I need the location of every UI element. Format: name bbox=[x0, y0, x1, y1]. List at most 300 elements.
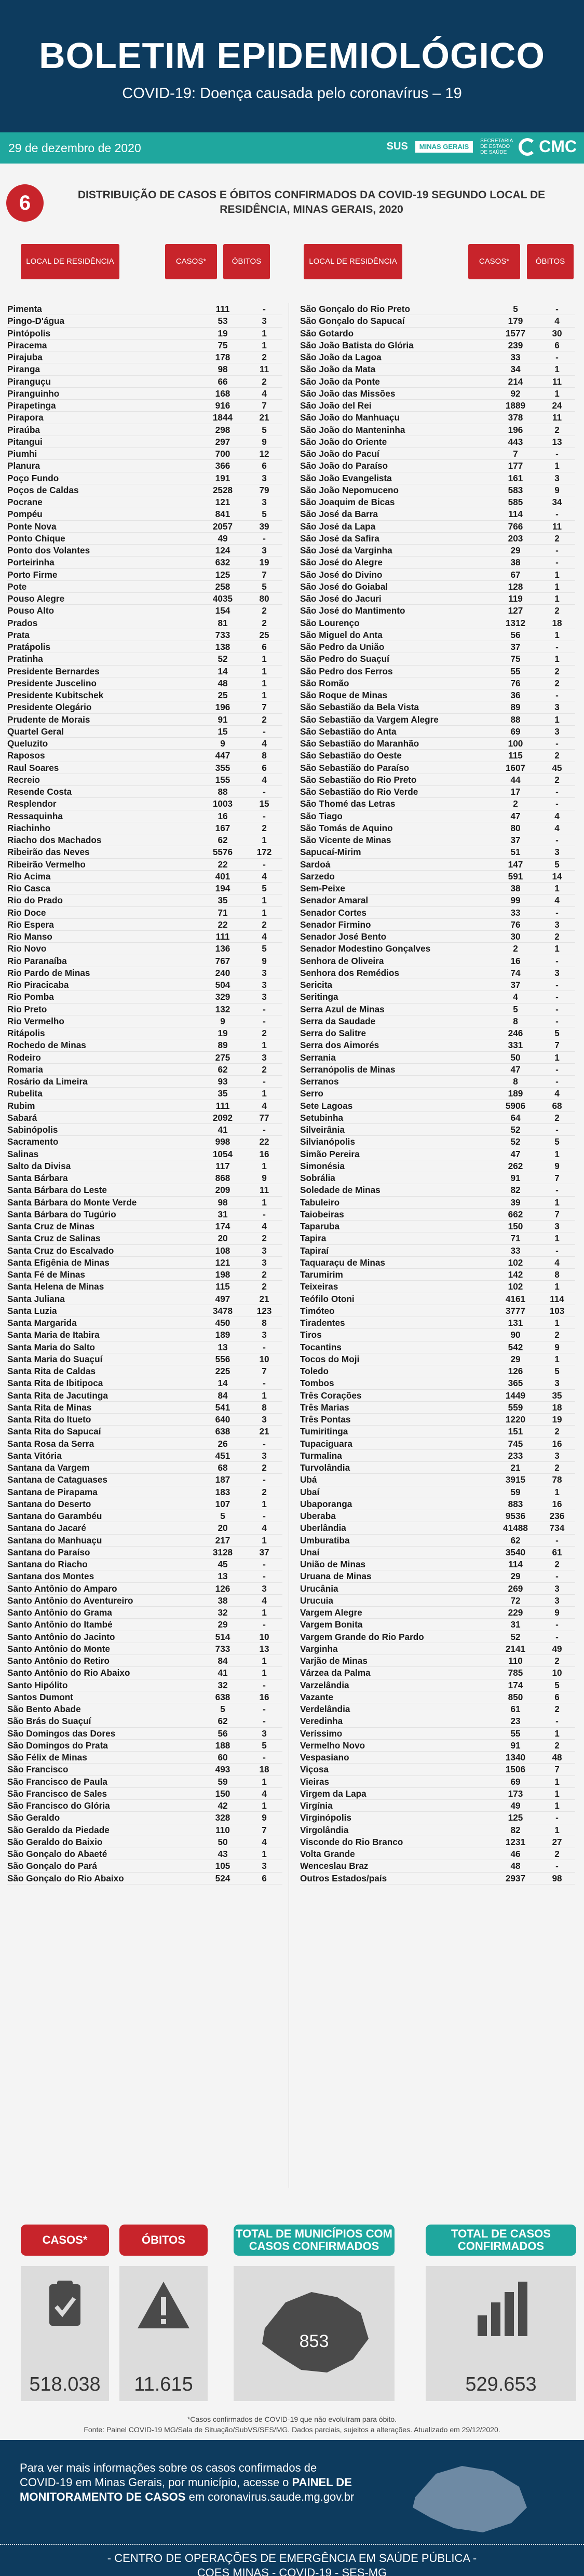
table-row bbox=[300, 1643, 575, 1655]
table-row bbox=[300, 376, 575, 388]
deaths-value: - bbox=[555, 1535, 559, 1545]
deaths-value: 3 bbox=[262, 1414, 267, 1425]
table-row bbox=[300, 1015, 575, 1027]
deaths-value: - bbox=[555, 1631, 559, 1642]
footnote bbox=[0, 2414, 584, 2435]
deaths-value: 3 bbox=[262, 472, 267, 483]
cases-value: 4035 bbox=[212, 593, 233, 604]
table-row bbox=[7, 1691, 282, 1703]
cases-value: 38 bbox=[510, 557, 521, 568]
deaths-value: 1 bbox=[554, 1728, 560, 1739]
table-row bbox=[300, 1377, 575, 1389]
cases-value: 174 bbox=[508, 1679, 523, 1690]
municipality-name: Piranguinho bbox=[7, 388, 60, 399]
cases-value: 785 bbox=[508, 1667, 523, 1678]
deaths-value: - bbox=[555, 509, 559, 520]
cases-value: 2057 bbox=[212, 521, 233, 532]
deaths-value: 5 bbox=[262, 424, 267, 435]
table-row bbox=[7, 1438, 282, 1450]
deaths-value: 1 bbox=[554, 460, 560, 471]
table-row bbox=[300, 1390, 575, 1402]
table-row bbox=[300, 1088, 575, 1100]
cases-value: 76 bbox=[510, 919, 521, 930]
table-row bbox=[7, 822, 282, 834]
municipality-name: Santa Juliana bbox=[7, 1293, 65, 1304]
table-row bbox=[7, 738, 282, 750]
table-row bbox=[300, 1172, 575, 1184]
table-row bbox=[7, 1245, 282, 1257]
cases-value: 447 bbox=[215, 750, 230, 761]
deaths-value: - bbox=[555, 835, 559, 845]
cases-value: 7 bbox=[513, 449, 518, 459]
table-row bbox=[300, 955, 575, 967]
cases-value: 31 bbox=[510, 1619, 521, 1630]
table-row bbox=[7, 569, 282, 581]
deaths-value: 11 bbox=[259, 1185, 269, 1196]
municipios-value: 853 bbox=[299, 2331, 329, 2351]
deaths-value: - bbox=[555, 1619, 559, 1630]
deaths-value: 1 bbox=[554, 654, 560, 665]
table-row bbox=[300, 496, 575, 508]
deaths-value: 5 bbox=[262, 943, 267, 954]
municipality-name: Santana do Jacaré bbox=[7, 1523, 86, 1534]
table-row bbox=[300, 714, 575, 726]
cases-value: 150 bbox=[215, 1788, 230, 1799]
cases-value: 52 bbox=[510, 1631, 521, 1642]
table-row bbox=[300, 1341, 575, 1353]
municipality-name: Sem-Peixe bbox=[300, 883, 345, 893]
table-row bbox=[7, 1088, 282, 1100]
municipality-name: Virgínia bbox=[300, 1800, 333, 1811]
cases-value: 71 bbox=[510, 1233, 521, 1244]
deaths-value: 1 bbox=[554, 1776, 560, 1787]
cases-value: 229 bbox=[508, 1607, 523, 1618]
deaths-value: - bbox=[263, 1704, 266, 1714]
footer-url[interactable]: em coronavirus.saude.mg.gov.br bbox=[188, 2490, 355, 2503]
municipios-card bbox=[234, 2266, 395, 2401]
page-subtitle: COVID-19: Doença causada pelo coronavírus – 19 bbox=[122, 85, 462, 102]
deaths-value: 3 bbox=[262, 1052, 267, 1063]
cases-value: 62 bbox=[510, 1535, 521, 1545]
municipality-name: Santana do Deserto bbox=[7, 1498, 91, 1509]
cases-value: 401 bbox=[215, 871, 230, 882]
cases-value: 1577 bbox=[505, 328, 526, 338]
cases-value: 32 bbox=[218, 1607, 228, 1618]
municipality-name: Riachinho bbox=[7, 822, 51, 833]
municipality-name: Simão Pereira bbox=[300, 1148, 360, 1159]
municipality-name: Raul Soares bbox=[7, 762, 59, 773]
cases-value: 22 bbox=[218, 919, 228, 930]
table-row bbox=[300, 762, 575, 774]
municipality-name: São Francisco do Glória bbox=[7, 1800, 110, 1811]
municipality-name: Tapira bbox=[300, 1233, 327, 1244]
municipality-name: Tapiraí bbox=[300, 1245, 329, 1256]
table-row bbox=[300, 1353, 575, 1365]
table-row bbox=[300, 484, 575, 496]
municipality-name: São Bento Abade bbox=[7, 1704, 81, 1714]
cases-value: 189 bbox=[508, 1088, 523, 1099]
municipality-name: Santa Cruz do Escalvado bbox=[7, 1245, 114, 1256]
table-row bbox=[300, 1812, 575, 1824]
deaths-value: - bbox=[555, 955, 559, 966]
cases-value: 29 bbox=[510, 545, 521, 555]
cases-value: 114 bbox=[508, 1559, 523, 1569]
municipality-name: São José da Safira bbox=[300, 533, 379, 544]
municipality-name: Sabinópolis bbox=[7, 1124, 58, 1135]
table-row bbox=[300, 1462, 575, 1474]
cases-value: 556 bbox=[215, 1353, 230, 1364]
cases-value: 542 bbox=[508, 1341, 523, 1352]
cases-value: 52 bbox=[510, 1124, 521, 1135]
deaths-value: 1 bbox=[554, 943, 560, 954]
cases-value: 55 bbox=[510, 666, 521, 676]
municipality-name: Urucânia bbox=[300, 1583, 338, 1594]
table-row bbox=[300, 363, 575, 375]
cases-value: 3478 bbox=[212, 1305, 233, 1316]
cases-value: 48 bbox=[510, 1861, 521, 1872]
deaths-value: 123 bbox=[256, 1305, 272, 1316]
municipality-name: Ponte Nova bbox=[7, 521, 57, 532]
deaths-value: 2 bbox=[554, 931, 560, 942]
municipality-name: Senador José Bento bbox=[300, 931, 387, 942]
table-row bbox=[7, 943, 282, 955]
municipality-name: Santa Rita do Sapucaí bbox=[7, 1426, 101, 1437]
deaths-value: - bbox=[555, 980, 559, 990]
table-row bbox=[300, 786, 575, 798]
deaths-value: 2 bbox=[262, 1486, 267, 1497]
municipality-name: Prados bbox=[7, 617, 38, 628]
deaths-value: 1 bbox=[262, 1160, 267, 1171]
municipality-name: Várzea da Palma bbox=[300, 1667, 371, 1678]
municipality-name: Serro bbox=[300, 1088, 323, 1099]
deaths-value: 10 bbox=[259, 1631, 269, 1642]
municipality-name: Taparuba bbox=[300, 1221, 340, 1231]
deaths-value: 1 bbox=[262, 1607, 267, 1618]
deaths-value: - bbox=[263, 1015, 266, 1026]
cases-value: 189 bbox=[215, 1330, 230, 1340]
deaths-value: 5 bbox=[554, 1366, 560, 1376]
table-row bbox=[300, 1184, 575, 1196]
cases-value: 62 bbox=[218, 1716, 228, 1727]
table-row bbox=[7, 1112, 282, 1124]
municipality-name: São Pedro do Suaçuí bbox=[300, 654, 389, 665]
table-row bbox=[7, 1486, 282, 1498]
obitos-card bbox=[119, 2266, 208, 2401]
deaths-value: 2 bbox=[554, 774, 560, 785]
deaths-value: - bbox=[263, 1474, 266, 1485]
municipality-name: São José do Alegre bbox=[300, 557, 383, 568]
municipality-name: Santa Rita de Jacutinga bbox=[7, 1390, 108, 1401]
municipality-name: Santa Maria do Suaçuí bbox=[7, 1353, 103, 1364]
municipality-name: São Sebastião do Oeste bbox=[300, 750, 402, 761]
municipality-name: Prudente de Morais bbox=[7, 714, 90, 725]
table-row bbox=[7, 315, 282, 327]
deaths-value: - bbox=[555, 798, 559, 809]
cases-value: 3777 bbox=[505, 1305, 526, 1316]
municipality-name: Rio Espera bbox=[7, 919, 54, 930]
deaths-value: 48 bbox=[552, 1752, 562, 1762]
municipality-name: Viçosa bbox=[300, 1764, 329, 1775]
cases-value: 850 bbox=[508, 1691, 523, 1702]
municipios-label: TOTAL DE MUNICÍPIOS COM CASOS CONFIRMADOS bbox=[234, 2225, 395, 2256]
municipality-name: São Sebastião do Rio Verde bbox=[300, 787, 418, 797]
cases-value: 47 bbox=[510, 810, 521, 821]
municipality-name: São João do Manteninha bbox=[300, 424, 405, 435]
deaths-value: 7 bbox=[262, 702, 267, 713]
municipality-name: Santa Bárbara bbox=[7, 1173, 68, 1183]
municipality-name: São Francisco de Paula bbox=[7, 1776, 107, 1787]
municipality-name: Veredinha bbox=[300, 1716, 343, 1727]
cases-value: 168 bbox=[215, 388, 230, 399]
right-col-obitos-header: ÓBITOS bbox=[527, 244, 574, 279]
table-row bbox=[7, 714, 282, 726]
deaths-value: 4 bbox=[262, 1836, 267, 1847]
deaths-value: 15 bbox=[259, 798, 269, 809]
municipality-name: Poço Fundo bbox=[7, 472, 59, 483]
deaths-value: - bbox=[263, 726, 266, 737]
municipality-name: Umburatiba bbox=[300, 1535, 350, 1545]
deaths-value: 4 bbox=[262, 1100, 267, 1111]
cases-value: 92 bbox=[510, 388, 521, 399]
casos-card bbox=[21, 2266, 109, 2401]
table-row bbox=[7, 424, 282, 436]
cases-value: 108 bbox=[215, 1245, 230, 1256]
deaths-value: 1 bbox=[554, 1318, 560, 1328]
municipality-name: Santa Rosa da Serra bbox=[7, 1438, 94, 1449]
deaths-value: 4 bbox=[262, 1221, 267, 1231]
cases-value: 2092 bbox=[212, 1112, 233, 1123]
municipality-name: Piumhi bbox=[7, 449, 37, 459]
cases-value: 110 bbox=[215, 1824, 230, 1835]
warning-icon bbox=[119, 2266, 208, 2360]
municipality-name: Pirapetinga bbox=[7, 400, 56, 411]
cases-value: 131 bbox=[508, 1318, 523, 1328]
municipality-name: São José do Mantimento bbox=[300, 605, 405, 616]
deaths-value: 6 bbox=[262, 642, 267, 652]
cases-value: 89 bbox=[510, 702, 521, 713]
table-row bbox=[7, 1655, 282, 1667]
table-row bbox=[300, 1619, 575, 1631]
municipality-name: Piracema bbox=[7, 340, 47, 350]
table-row bbox=[300, 581, 575, 593]
municipality-name: São José da Lapa bbox=[300, 521, 376, 532]
deaths-value: 1 bbox=[262, 328, 267, 338]
cases-value: 662 bbox=[508, 1209, 523, 1219]
cases-value: 91 bbox=[510, 1740, 521, 1751]
municipality-name: Senador Modestino Gonçalves bbox=[300, 943, 431, 954]
sus-logo: SUS bbox=[386, 141, 408, 152]
cases-value: 8 bbox=[513, 1076, 518, 1087]
cases-value: 2 bbox=[513, 798, 518, 809]
municipality-name: São Sebastião da Bela Vista bbox=[300, 702, 419, 713]
deaths-value: 1 bbox=[554, 1148, 560, 1159]
municipality-name: Santa Cruz de Minas bbox=[7, 1221, 95, 1231]
deaths-value: 11 bbox=[552, 521, 562, 532]
section-number-badge: 6 bbox=[6, 184, 44, 222]
deaths-value: - bbox=[555, 1124, 559, 1135]
cases-value: 75 bbox=[510, 654, 521, 665]
municipality-name: São Sebastião do Paraíso bbox=[300, 762, 410, 773]
municipality-name: São Sebastião do Maranhão bbox=[300, 738, 419, 749]
report-date: 29 de dezembro de 2020 bbox=[8, 141, 141, 155]
deaths-value: 4 bbox=[262, 1595, 267, 1606]
cases-value: 98 bbox=[218, 364, 228, 375]
cases-value: 41488 bbox=[503, 1523, 528, 1534]
deaths-value: 2 bbox=[554, 424, 560, 435]
deaths-value: 3 bbox=[554, 967, 560, 978]
municipality-name: Rio Acima bbox=[7, 871, 51, 882]
deaths-value: 18 bbox=[259, 1764, 269, 1775]
deaths-value: 3 bbox=[554, 1221, 560, 1231]
cases-value: 37 bbox=[510, 642, 521, 652]
table-row bbox=[7, 1462, 282, 1474]
deaths-value: - bbox=[555, 787, 559, 797]
deaths-value: 2 bbox=[554, 605, 560, 616]
deaths-value: 1 bbox=[262, 1656, 267, 1666]
deaths-value: - bbox=[555, 545, 559, 555]
deaths-value: 3 bbox=[262, 1728, 267, 1739]
cases-value: 111 bbox=[215, 304, 230, 314]
deaths-value: 1 bbox=[554, 569, 560, 580]
cases-value: 161 bbox=[508, 472, 523, 483]
deaths-value: 7 bbox=[262, 1824, 267, 1835]
deaths-value: 3 bbox=[262, 545, 267, 555]
cases-value: 378 bbox=[508, 412, 523, 423]
cases-value: 355 bbox=[215, 762, 230, 773]
deaths-value: - bbox=[555, 907, 559, 918]
table-row bbox=[7, 533, 282, 545]
municipality-name: São João Nepomuceno bbox=[300, 484, 399, 495]
deaths-value: 2 bbox=[554, 1559, 560, 1569]
table-row bbox=[300, 738, 575, 750]
municipality-name: Santana do Riacho bbox=[7, 1559, 88, 1569]
deaths-value: 35 bbox=[552, 1390, 562, 1401]
deaths-value: - bbox=[263, 1716, 266, 1727]
cases-value: 60 bbox=[218, 1752, 228, 1762]
table-row bbox=[300, 1136, 575, 1148]
table-row bbox=[300, 1547, 575, 1558]
municipality-name: Salinas bbox=[7, 1148, 39, 1159]
minas-gerais-map-icon bbox=[234, 2266, 395, 2396]
cases-value: 59 bbox=[218, 1776, 228, 1787]
cases-value: 34 bbox=[510, 364, 521, 375]
table-row bbox=[300, 557, 575, 568]
municipality-name: Volta Grande bbox=[300, 1849, 355, 1859]
municipality-name: São José da Varginha bbox=[300, 545, 392, 555]
table-row bbox=[7, 1679, 282, 1691]
municipality-name: Virgem da Lapa bbox=[300, 1788, 366, 1799]
cases-value: 114 bbox=[508, 509, 523, 520]
table-row bbox=[300, 1245, 575, 1257]
cases-value: 46 bbox=[510, 1849, 521, 1859]
table-row bbox=[300, 545, 575, 557]
municipality-name: Rio do Prado bbox=[7, 895, 63, 906]
minas-gerais-map-icon bbox=[395, 2450, 550, 2539]
cases-value: 110 bbox=[508, 1656, 523, 1666]
cases-value: 331 bbox=[508, 1040, 523, 1051]
municipality-name: Pratinha bbox=[7, 654, 43, 665]
deaths-value: 2 bbox=[554, 677, 560, 688]
table-row bbox=[300, 967, 575, 979]
cases-value: 3128 bbox=[212, 1547, 233, 1557]
table-row bbox=[7, 1535, 282, 1547]
municipality-name: Santo Antônio do Retiro bbox=[7, 1656, 110, 1666]
municipality-name: Rio Pomba bbox=[7, 992, 54, 1002]
municipality-name: São Gonçalo do Rio Preto bbox=[300, 304, 410, 314]
cases-value: 196 bbox=[508, 424, 523, 435]
table-row bbox=[300, 1691, 575, 1703]
cases-value: 632 bbox=[215, 557, 230, 568]
municipality-name: Sacramento bbox=[7, 1136, 59, 1147]
deaths-value: 2 bbox=[262, 1462, 267, 1473]
municipality-name: Toledo bbox=[300, 1366, 329, 1376]
deaths-value: 1 bbox=[262, 907, 267, 918]
cases-value: 1844 bbox=[212, 412, 233, 423]
municipality-name: Santa Cruz de Salinas bbox=[7, 1233, 101, 1244]
deaths-value: - bbox=[555, 1076, 559, 1087]
table-row bbox=[300, 919, 575, 931]
painel-link[interactable]: PAINEL DE MONITORAMENTO DE CASOS bbox=[20, 2476, 352, 2503]
deaths-value: 1 bbox=[554, 629, 560, 640]
deaths-value: - bbox=[555, 992, 559, 1002]
deaths-value: 236 bbox=[549, 1511, 565, 1521]
cases-value: 30 bbox=[510, 931, 521, 942]
cases-value: 91 bbox=[218, 714, 228, 725]
deaths-value: 1 bbox=[262, 690, 267, 700]
section-title: DISTRIBUIÇÃO DE CASOS E ÓBITOS CONFIRMADOS DA COVID-19 SEGUNDO LOCAL DE RESIDÊNCIA, MINAS GERAIS, 2020 bbox=[77, 189, 546, 215]
deaths-value: 34 bbox=[552, 497, 562, 507]
table-row bbox=[300, 1052, 575, 1064]
municipality-name: Riacho dos Machados bbox=[7, 835, 102, 845]
municipality-name: Silveirânia bbox=[300, 1124, 345, 1135]
deaths-value: 78 bbox=[552, 1474, 562, 1485]
municipality-name: Pouso Alegre bbox=[7, 593, 65, 604]
table-row bbox=[7, 1740, 282, 1752]
municipality-name: Turmalina bbox=[300, 1450, 342, 1461]
table-row bbox=[300, 894, 575, 906]
deaths-value: 1 bbox=[554, 364, 560, 375]
table-row bbox=[7, 859, 282, 871]
table-row bbox=[300, 1426, 575, 1438]
deaths-value: 2 bbox=[554, 1740, 560, 1751]
cases-value: 443 bbox=[508, 436, 523, 447]
casos-label: CASOS* bbox=[21, 2225, 109, 2256]
municipality-name: Veríssimo bbox=[300, 1728, 343, 1739]
cases-value: 111 bbox=[215, 1100, 230, 1111]
table-row bbox=[300, 1848, 575, 1860]
table-row bbox=[300, 1655, 575, 1667]
municipality-name: Tocos do Moji bbox=[300, 1353, 360, 1364]
cases-value: 5 bbox=[220, 1704, 225, 1714]
table-row bbox=[300, 774, 575, 786]
deaths-value: - bbox=[263, 787, 266, 797]
table-row bbox=[300, 593, 575, 605]
deaths-value: 6 bbox=[554, 1691, 560, 1702]
deaths-value: 3 bbox=[262, 1257, 267, 1268]
deaths-value: 8 bbox=[262, 1402, 267, 1413]
deaths-value: 2 bbox=[554, 1426, 560, 1437]
minas-gerais-logo: MINAS GERAIS bbox=[415, 141, 473, 153]
table-row bbox=[7, 1305, 282, 1317]
deaths-value: 6 bbox=[262, 762, 267, 773]
deaths-value: 1 bbox=[554, 1824, 560, 1835]
cases-value: 80 bbox=[510, 822, 521, 833]
table-row bbox=[7, 1619, 282, 1631]
cases-value: 13 bbox=[218, 1571, 228, 1582]
table-row bbox=[7, 1209, 282, 1221]
municipality-name: São José do Jacuri bbox=[300, 593, 382, 604]
deaths-value: 3 bbox=[262, 497, 267, 507]
